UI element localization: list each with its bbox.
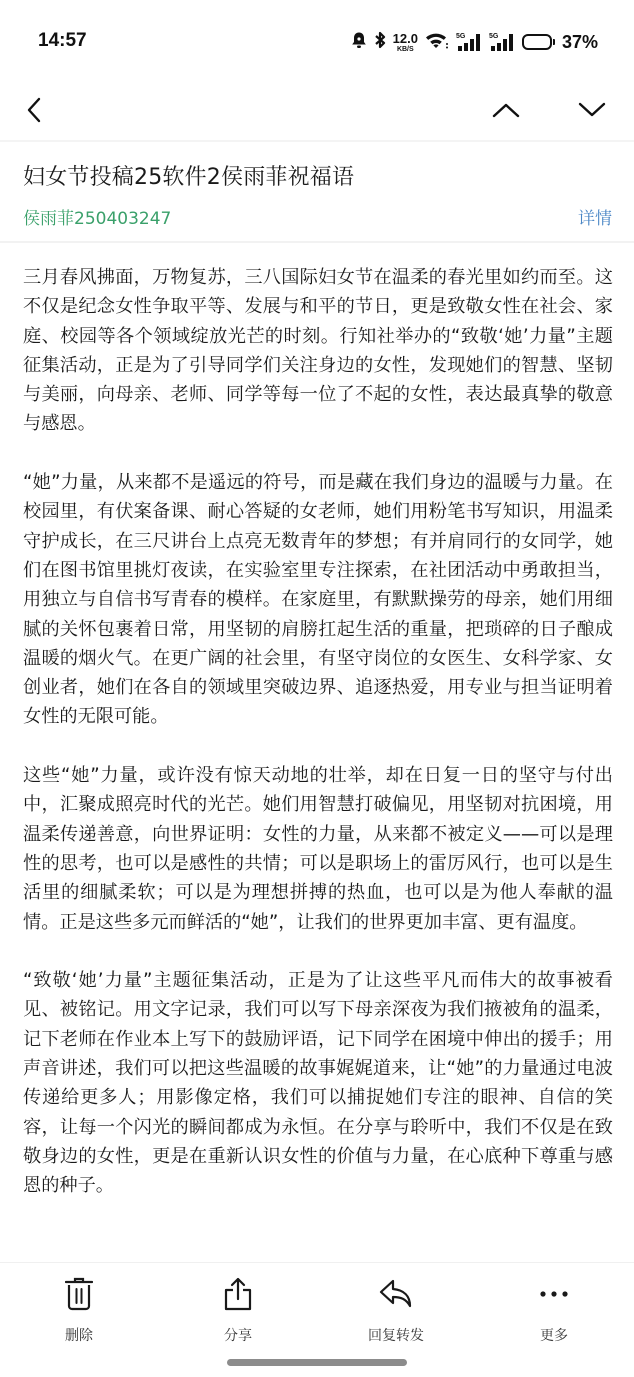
bluetooth-icon — [374, 31, 386, 53]
wifi-icon — [425, 31, 449, 53]
share-button[interactable] — [178, 1275, 298, 1345]
status-icons — [351, 31, 598, 53]
chevron-up-icon — [492, 102, 520, 122]
trash-icon — [65, 1275, 93, 1313]
mail-sender[interactable]: 侯雨菲250403247 — [23, 209, 172, 229]
more-button[interactable] — [494, 1275, 614, 1345]
status-bar — [0, 0, 634, 84]
previous-mail-button[interactable] — [484, 90, 528, 134]
share-label: 分享 — [224, 1328, 252, 1344]
mail-subject: 妇女节投稿25软件2侯雨菲祝福语 — [23, 165, 355, 190]
body-paragraph: “致敬‘她’力量”主题征集活动，正是为了让这些平凡而伟大的故事被看见、被铭记。用文字记录，我们可以写下母亲深夜为我们掖被角的温柔，记下老师在作业本上写下的鼓励评语，记下同学在困境中伸出的援手；用声音讲述，我们可以把这些温暖的故事娓娓道来，让“她”的力量通过电波传递给更多人；用影像定格，我们可以捕捉她们专注的眼神、自信的笑容，让每一个闪光的瞬间都成为永恒。在分享与聆听中，我们不仅是在致敬身边的女性，更是在重新认识女性的价值与力量，在心底种下尊重与感恩的种子。 — [23, 970, 613, 1197]
mail-header — [0, 142, 634, 242]
mail-body — [23, 263, 613, 1258]
signal-icon-sim1: 5G — [456, 33, 482, 51]
chevron-left-icon — [26, 97, 42, 127]
more-icon — [539, 1275, 569, 1313]
back-button[interactable] — [12, 90, 56, 134]
reply-forward-button[interactable] — [336, 1275, 456, 1345]
divider — [0, 241, 634, 243]
status-time: 14:57 — [38, 30, 87, 51]
home-indicator[interactable] — [227, 1359, 407, 1366]
chevron-down-icon — [578, 102, 606, 122]
delete-button[interactable] — [19, 1275, 139, 1345]
nav-bar — [0, 84, 634, 140]
reply-forward-label: 回复转发 — [368, 1328, 424, 1344]
next-mail-button[interactable] — [570, 90, 614, 134]
signal-icon-sim2: 5G — [489, 33, 515, 51]
details-link[interactable]: 详情 — [578, 209, 612, 229]
alarm-icon — [351, 31, 367, 53]
network-speed: 12.0 KB/S — [392, 30, 418, 53]
share-icon — [223, 1275, 253, 1313]
body-paragraph: “她”力量，从来都不是遥远的符号，而是藏在我们身边的温暖与力量。在校园里，有伏案备课、耐心答疑的女老师，她们用粉笔书写知识，用温柔守护成长，在三尺讲台上点亮无数青年的梦想；有并肩同行的女同学，她们在图书馆里挑灯夜读，在实验室里专注探索，在社团活动中勇敢担当，用独立与自信书写青春的模样。在家庭里，有默默操劳的母亲，她们用细腻的关怀包裹着日常，用坚韧的肩膀扛起生活的重量，把琐碎的日子酿成温暖的烟火气。在更广阔的社会里，有坚守岗位的女医生、女科学家、女创业者，她们在各自的领域里突破边界、追逐热爱，用专业与担当证明着女性的无限可能。 — [23, 472, 613, 728]
reply-icon — [379, 1275, 413, 1313]
delete-label: 删除 — [65, 1328, 93, 1344]
battery-percent: 37% — [561, 31, 598, 52]
battery-icon — [522, 34, 555, 50]
body-paragraph: 三月春风拂面，万物复苏，三八国际妇女节在温柔的春光里如约而至。这不仅是纪念女性争取平等、发展与和平的节日，更是致敬女性在社会、家庭、校园等各个领域绽放光芒的时刻。行知社举办的“致敬‘她’力量”主题征集活动，正是为了引导同学们关注身边的女性，发现她们的智慧、坚韧与美丽，向母亲、老师、同学等每一位了不起的女性，表达最真挚的敬意与感恩。 — [23, 267, 613, 435]
more-label: 更多 — [540, 1328, 568, 1344]
body-paragraph: 这些“她”力量，或许没有惊天动地的壮举，却在日复一日的坚守与付出中，汇聚成照亮时代的光芒。她们用智慧打破偏见，用坚韧对抗困境，用温柔传递善意，向世界证明：女性的力量，从来都不被定义——可以是理性的思考，也可以是感性的共情；可以是职场上的雷厉风行，也可以是生活里的细腻柔软；可以是为理想拼搏的热血，也可以是为他人奉献的温情。正是这些多元而鲜活的“她”，让我们的世界更加丰富、更有温度。 — [23, 765, 613, 933]
